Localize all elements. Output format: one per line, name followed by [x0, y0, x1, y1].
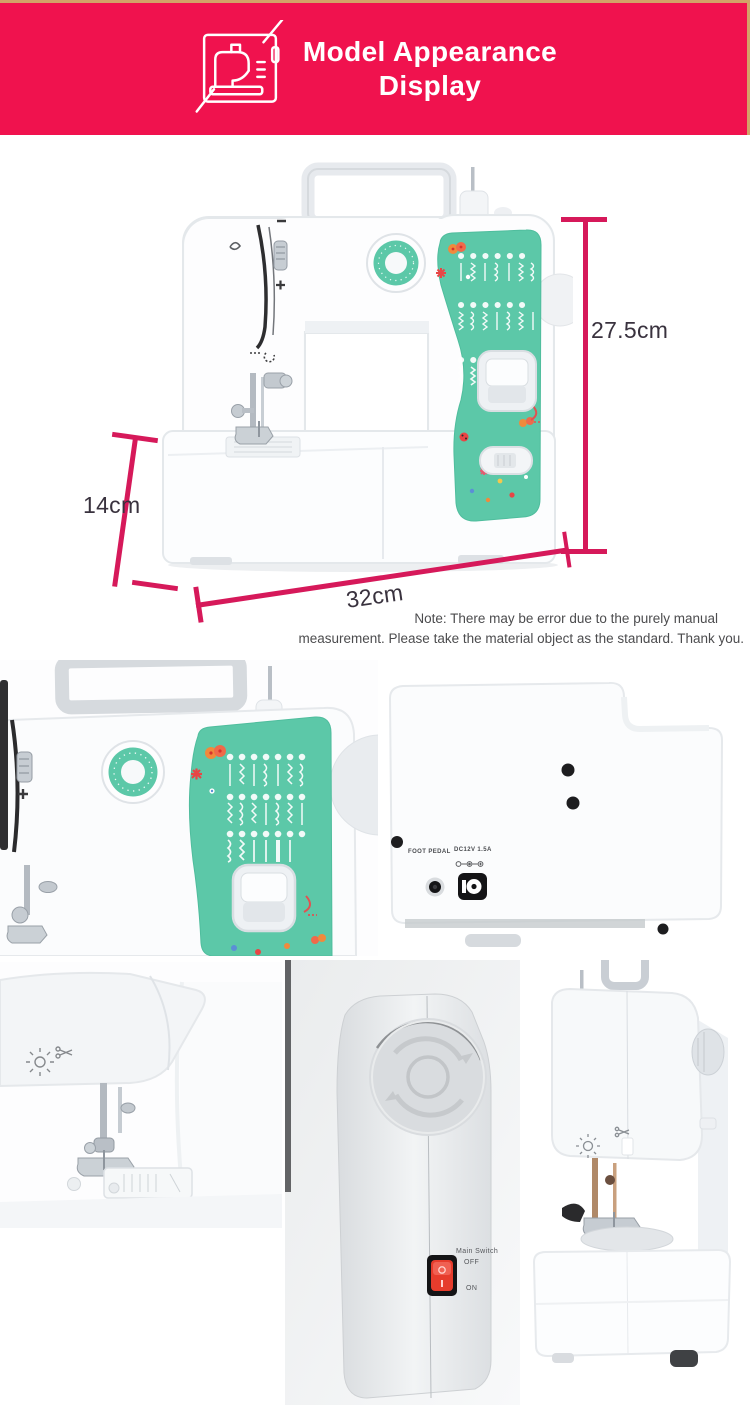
switch-off-label: OFF: [464, 1259, 480, 1266]
front-view-photo: [522, 960, 750, 1405]
detail-photo-row: [0, 958, 750, 1405]
foot-pedal-label: FOOT PEDAL: [408, 849, 451, 855]
adjacent-photo-edge: [285, 960, 291, 1192]
side-lever: [700, 1118, 716, 1129]
measurement-note: [264, 609, 744, 649]
section-banner: [0, 0, 750, 135]
thread-clip: [622, 1138, 633, 1155]
hero-photo-section: [0, 135, 750, 658]
height-dimension-label: 27.5cm: [591, 317, 669, 343]
reverse-lever: [480, 447, 532, 474]
main-switch-label: Main Switch: [456, 1248, 499, 1255]
stitch-selector-dial: [102, 741, 164, 803]
depth-dimension-label: 14cm: [83, 492, 141, 518]
note-line1: Note: There may be error due to the purely manual: [414, 611, 718, 626]
carry-handle: [308, 169, 450, 223]
rubber-foot: [465, 934, 521, 947]
handwheel-knob: [692, 1029, 724, 1075]
width-dimension-cap-left: [193, 587, 203, 623]
base-strip: [405, 919, 645, 928]
needle-plate: [581, 1227, 673, 1251]
note-line2: measurement. Please take the material object as the standard. Thank you.: [298, 631, 744, 646]
dc-power-jack: [458, 873, 487, 900]
height-dimension-line: [583, 220, 588, 550]
main-switch[interactable]: [427, 1255, 457, 1296]
stitch-selector-dial: [367, 234, 425, 292]
pattern-selector-button: [233, 865, 295, 931]
foot-pedal-jack: [426, 878, 445, 897]
dc-power-label: DC12V 1.5A: [454, 847, 492, 853]
front-closeup-photo: [0, 660, 378, 956]
closeup-photo-row: [0, 658, 750, 958]
switch-on-label: ON: [466, 1285, 478, 1292]
hero-photo: [128, 155, 573, 587]
banner-title-line1: Model Appearance: [302, 36, 558, 67]
sewing-machine-icon: [193, 20, 287, 119]
pattern-selector-button: [478, 351, 536, 411]
green-front-panel: [189, 717, 332, 956]
needle-closeup-photo: [0, 962, 282, 1228]
rubber-foot: [552, 1353, 574, 1363]
side-view-photo: [285, 960, 520, 1405]
rubber-foot: [670, 1350, 698, 1367]
banner-title: [303, 35, 557, 103]
tension-slot: [0, 680, 8, 850]
width-dimension-label: 32cm: [344, 579, 405, 613]
handwheel: [369, 1018, 487, 1136]
banner-title-line2: Display: [378, 70, 482, 101]
height-dimension-cap-top: [561, 217, 607, 222]
rear-view-photo: [385, 658, 750, 956]
